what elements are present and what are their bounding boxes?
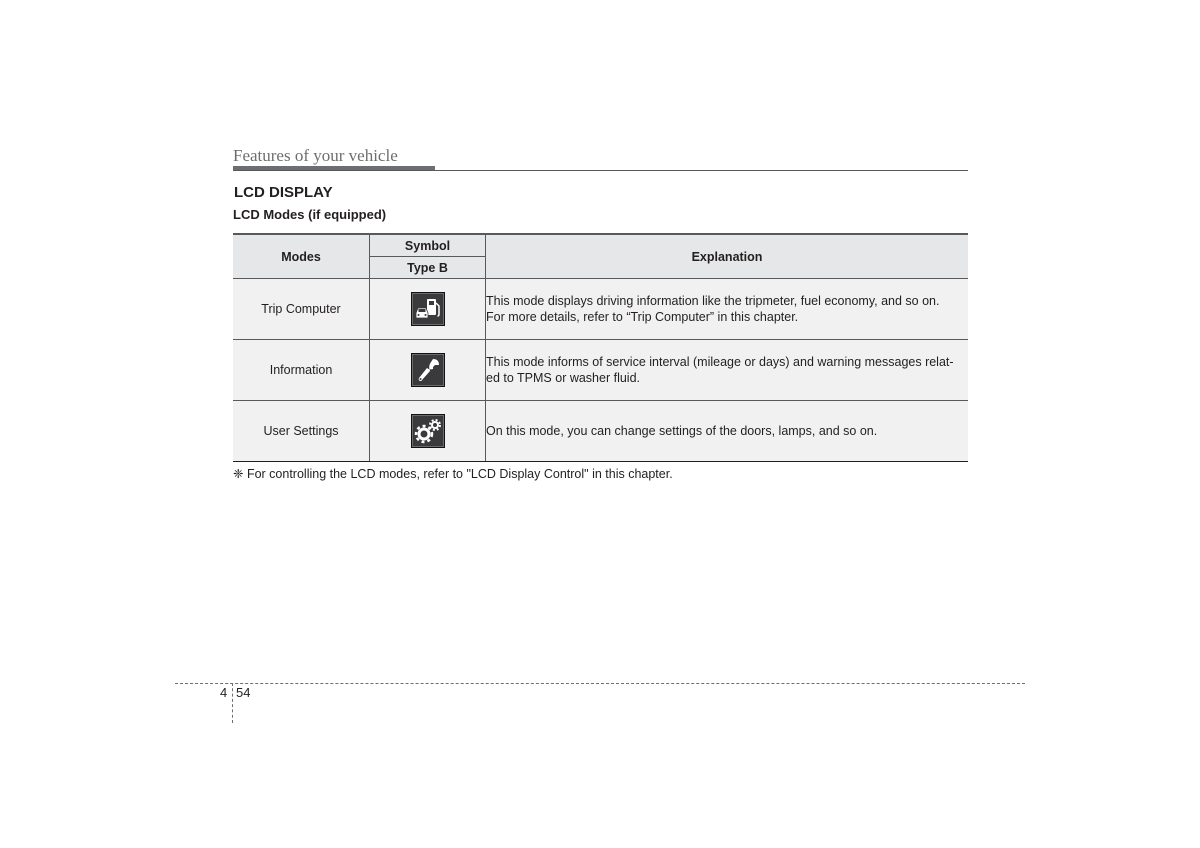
symbol-cell <box>370 340 486 401</box>
explanation-cell <box>486 340 969 401</box>
gears-icon <box>411 414 445 448</box>
chapter-number: 4 <box>220 685 228 700</box>
header-explanation: Explanation <box>486 234 969 279</box>
running-header: Features of your vehicle <box>233 146 398 165</box>
page-number: 54 <box>236 685 251 700</box>
table-row <box>233 340 968 401</box>
explanation-line: ed to TPMS or washer fluid. <box>486 371 641 385</box>
explanation-line: This mode displays driving information like the tripmeter, fuel economy, and so on. <box>486 294 940 308</box>
header-symbol: Symbol <box>370 234 486 257</box>
explanation-line: This mode informs of service interval (mileage or days) and warning messages relat- <box>486 355 954 369</box>
lcd-modes-table <box>233 233 968 462</box>
symbol-cell <box>370 401 486 462</box>
mode-name: Trip Computer <box>233 279 370 340</box>
trip-computer-icon <box>411 292 445 326</box>
header-rule <box>233 170 968 171</box>
section-title: LCD DISPLAY <box>234 184 333 201</box>
explanation-line: For more details, refer to “Trip Computer” in this chapter. <box>486 310 799 324</box>
mode-name: User Settings <box>233 401 370 462</box>
footnote: ❈ For controlling the LCD modes, refer to "LCD Display Control" in this chapter. <box>233 467 673 481</box>
footer-divider <box>175 683 1025 684</box>
symbol-cell <box>370 279 486 340</box>
explanation-cell <box>486 401 969 462</box>
table-row <box>233 279 968 340</box>
table-row <box>233 401 968 462</box>
footer-page-divider <box>232 683 233 723</box>
header-type-b: Type B <box>370 257 486 279</box>
wrench-icon <box>411 353 445 387</box>
mode-name: Information <box>233 340 370 401</box>
explanation-line: On this mode, you can change settings of the doors, lamps, and so on. <box>486 424 878 438</box>
subsection-title: LCD Modes (if equipped) <box>233 207 387 222</box>
header-modes: Modes <box>233 234 370 279</box>
explanation-cell <box>486 279 969 340</box>
